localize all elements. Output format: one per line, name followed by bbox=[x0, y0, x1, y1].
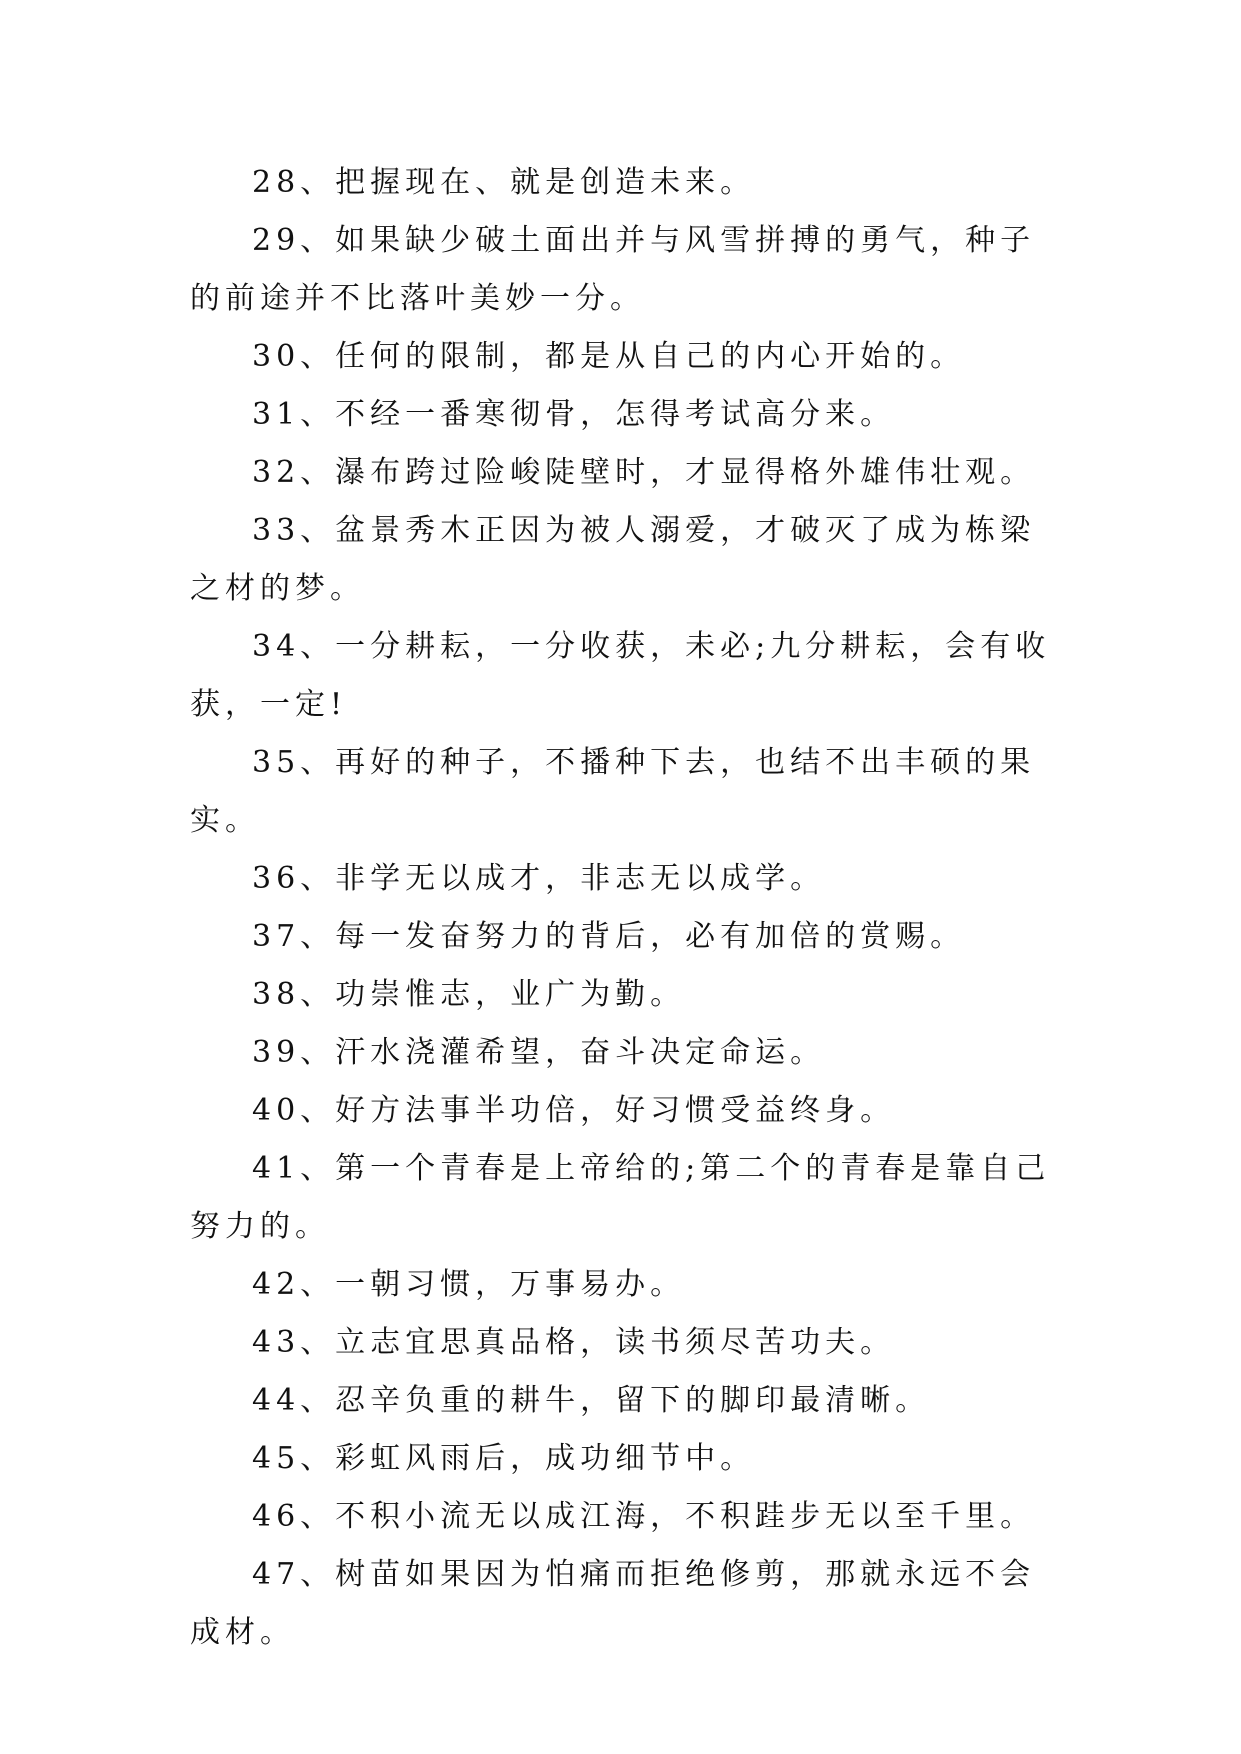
quote-35: 35、再好的种子，不播种下去，也结不出丰硕的果实。 bbox=[190, 745, 1036, 838]
quote-30: 30、任何的限制，都是从自己的内心开始的。 bbox=[252, 339, 966, 374]
quote-40: 40、好方法事半功倍，好习惯受益终身。 bbox=[252, 1093, 896, 1128]
quote-43: 43、立志宜思真品格，读书须尽苦功夫。 bbox=[252, 1325, 896, 1360]
quote-42: 42、一朝习惯，万事易办。 bbox=[252, 1267, 686, 1302]
quote-34: 34、一分耕耘，一分收获，未必;九分耕耘，会有收获，一定! bbox=[190, 629, 1051, 722]
quote-38: 38、功崇惟志，业广为勤。 bbox=[252, 977, 686, 1012]
quote-45: 45、彩虹风雨后，成功细节中。 bbox=[252, 1441, 756, 1476]
quote-36: 36、非学无以成才，非志无以成学。 bbox=[252, 861, 826, 896]
quote-29: 29、如果缺少破土面出并与风雪拼搏的勇气，种子的前途并不比落叶美妙一分。 bbox=[190, 223, 1036, 316]
quote-44: 44、忍辛负重的耕牛，留下的脚印最清晰。 bbox=[252, 1383, 931, 1418]
quote-28: 28、把握现在、就是创造未来。 bbox=[252, 165, 756, 200]
quote-32: 32、瀑布跨过险峻陡壁时，才显得格外雄伟壮观。 bbox=[252, 455, 1036, 490]
quote-37: 37、每一发奋努力的背后，必有加倍的赏赐。 bbox=[252, 919, 966, 954]
quote-39: 39、汗水浇灌希望，奋斗决定命运。 bbox=[252, 1035, 826, 1070]
quote-31: 31、不经一番寒彻骨，怎得考试高分来。 bbox=[252, 397, 896, 432]
document-body bbox=[190, 154, 1060, 1662]
quote-41: 41、第一个青春是上帝给的;第二个的青春是靠自己努力的。 bbox=[190, 1151, 1051, 1244]
quote-33: 33、盆景秀木正因为被人溺爱，才破灭了成为栋梁之材的梦。 bbox=[190, 513, 1036, 606]
quote-46: 46、不积小流无以成江海，不积跬步无以至千里。 bbox=[252, 1499, 1036, 1534]
quote-47: 47、树苗如果因为怕痛而拒绝修剪，那就永远不会成材。 bbox=[190, 1557, 1036, 1650]
